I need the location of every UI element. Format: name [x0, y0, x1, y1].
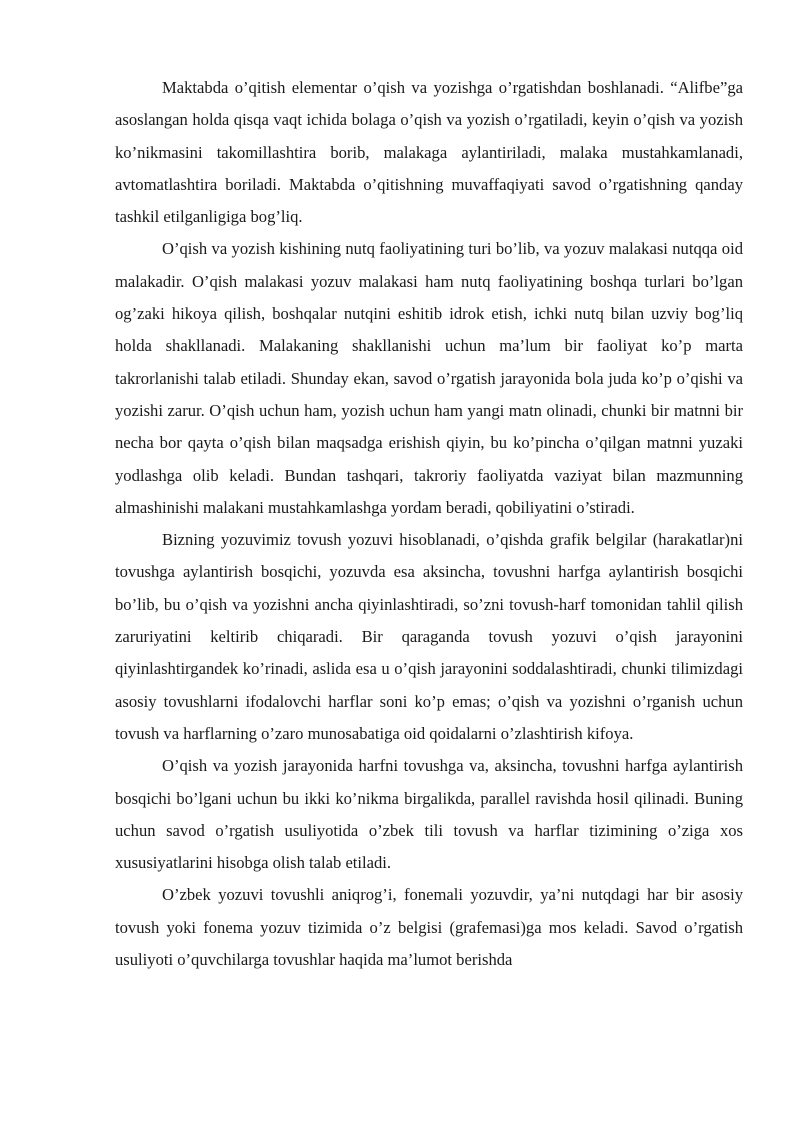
paragraph-5: O’zbek yozuvi tovushli aniqrog’i, fonemali yozuvdir, ya’ni nutqdagi har bir asosiy tovush yoki fonema yozuv tizimida o’z belgisi (grafemasi)ga mos keladi. Savod o’rgatish usuliyoti o’quvchilarga tovushlar haqida ma’lumot berishda [115, 885, 743, 970]
paragraph-2: O’qish va yozish kishining nutq faoliyatining turi bo’lib, va yozuv malakasi nutqqa oid malakadir. O’qish malakasi yozuv malakasi ham nutq faoliyatining boshqa turlari bo’lgan og’zaki hikoya qilish, boshqalar nutqini eshitib idrok etish, ichki nutq bilan uzviy bog’liq holda shakllanadi. Malakaning shakllanishi uchun ma’lum bir faoliyat ko’p marta takrorlanishi talab etiladi. Shunday ekan, savod o’rgatish jarayonida bola juda ko’p o’qishi va yozishi zarur. O’qish uchun ham, yozish uchun ham yangi matn olinadi, chunki bir matnni bir necha bor qayta o’qish bilan maqsadga erishish qiyin, bu ko’pincha o’qilgan matnni yuzaki yodlashga olib keladi. Bundan tashqari, takroriy faoliyatda vaziyat bilan mazmunning almashinishi malakani mustahkamlashga yordam beradi, qobiliyatini o’stiradi. [115, 239, 743, 517]
paragraph-3: Bizning yozuvimiz tovush yozuvi hisoblanadi, o’qishda grafik belgilar (harakatlar)ni tovushga aylantirish bosqichi, yozuvda esa aksincha, tovushni harfga aylantirish bosqichi bo’lib, bu o’qish va yozishni ancha qiyinlashtiradi, so’zni tovush-harf tomonidan tahlil qilish zaruriyatini keltirib chiqaradi. Bir qaraganda tovush yozuvi o’qish jarayonini qiyinlashtirgandek ko’rinadi, aslida esa u o’qish jarayonini soddalashtiradi, chunki tilimizdagi asosiy tovushlarni ifodalovchi harflar soni ko’p emas; o’qish va yozishni o’rganish uchun tovush va harflarning o’zaro munosabatiga oid qoidalarni o’zlashtirish kifoya. [115, 530, 743, 743]
paragraph-4: O’qish va yozish jarayonida harfni tovushga va, aksincha, tovushni harfga aylantirish bosqichi bo’lgani uchun bu ikki ko’nikma birgalikda, parallel ravishda hosil qilinadi. Buning uchun savod o’rgatish usuliyotida o’zbek tili tovush va harflar tizimining o’ziga xos xususiyatlarini hisobga olish talab etiladi. [115, 756, 743, 873]
paragraph-1: Maktabda o’qitish elementar o’qish va yozishga o’rgatishdan boshlanadi. “Alifbe”ga asoslangan holda qisqa vaqt ichida bolaga o’qish va yozish o’rgatiladi, keyin o’qish va yozish ko’nikmasini takomillashtira borib, malakaga aylantiriladi, malaka mustahkamlanadi, avtomatlashtira boriladi. Maktabda o’qitishning muvaffaqiyati savod o’rgatishning qanday tashkil etilganligiga bog’liq. [115, 78, 743, 227]
document-page [115, 72, 743, 976]
